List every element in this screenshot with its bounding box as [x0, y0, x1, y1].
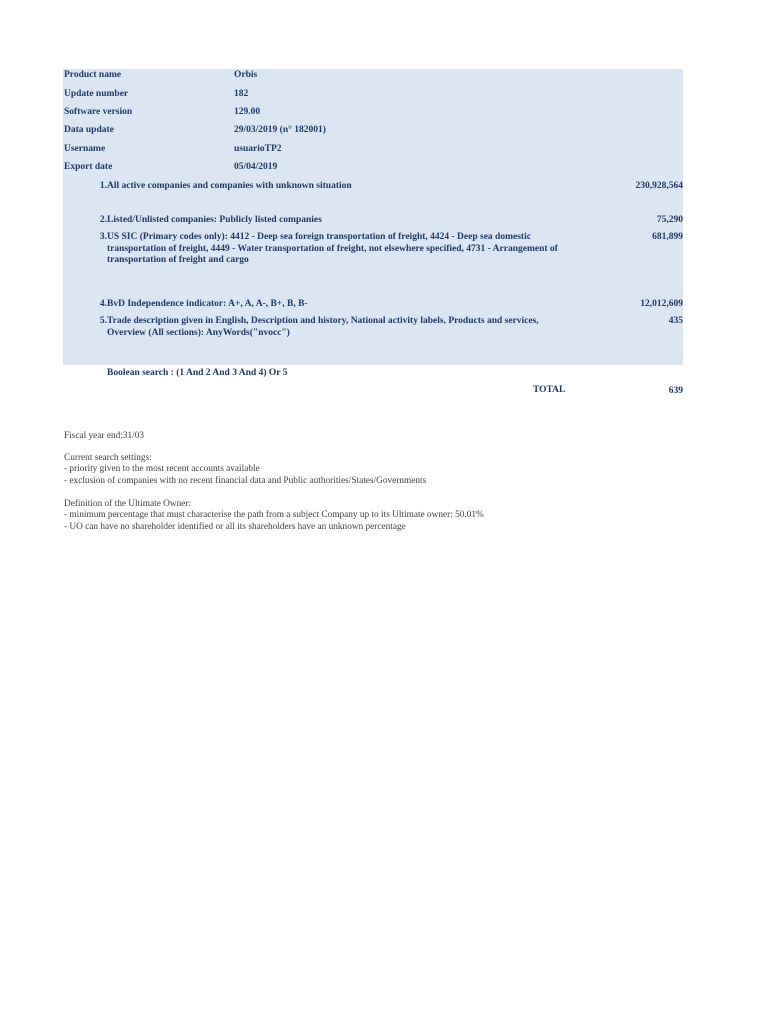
meta-key: Username — [64, 144, 106, 154]
criterion-count: 681,899 — [652, 232, 683, 242]
criterion-number: 5. — [99, 316, 107, 326]
criterion-4 — [96, 299, 683, 313]
criterion-text: Trade description given in English, Description and history, National activity labels, Products and services, Overview (All sections): AnyWords("nvocc") — [107, 316, 539, 338]
meta-key: Data update — [64, 125, 114, 135]
meta-value: 29/03/2019 (n° 182001) — [234, 125, 326, 135]
uo-definition-item: - UO can have no shareholder identified or all its shareholders have an unknown percentage — [64, 522, 406, 532]
criterion-count: 75,290 — [656, 215, 683, 225]
meta-value: usuarioTP2 — [234, 144, 282, 154]
criterion-1 — [96, 181, 683, 195]
criterion-text: Listed/Unlisted companies: Publicly listed companies — [107, 215, 322, 225]
total-label: TOTAL — [533, 385, 566, 395]
meta-key: Software version — [64, 107, 133, 117]
meta-key: Product name — [64, 70, 122, 80]
meta-key: Update number — [64, 89, 129, 99]
meta-value: 05/04/2019 — [234, 162, 278, 172]
settings-item: - exclusion of companies with no recent financial data and Public authorities/States/Governments — [64, 476, 427, 486]
uo-definition-item: - minimum percentage that must characterise the path from a subject Company up to its Ultimate owner: 50.01% — [64, 510, 484, 520]
criterion-count: 230,928,564 — [635, 181, 683, 191]
settings-item: - priority given to the most recent accounts available — [64, 464, 260, 474]
meta-value: 129.00 — [234, 107, 261, 117]
fiscal-year-note: Fiscal year end:31/03 — [64, 431, 145, 441]
settings-title: Current search settings: — [64, 453, 152, 463]
meta-value: 182 — [234, 89, 249, 99]
criterion-number: 3. — [99, 232, 107, 242]
meta-value: Orbis — [234, 70, 258, 80]
total-value: 639 — [668, 386, 683, 396]
criterion-text: All active companies and companies with unknown situation — [107, 181, 352, 191]
criterion-5 — [96, 316, 683, 342]
criterion-number: 1. — [99, 181, 107, 191]
criterion-count: 435 — [668, 316, 683, 326]
criterion-2 — [96, 215, 683, 229]
criterion-number: 4. — [99, 299, 107, 309]
criterion-number: 2. — [99, 215, 107, 225]
criterion-count: 12,012,609 — [640, 299, 683, 309]
criterion-text: BvD Independence indicator: A+, A, A-, B+, B, B- — [107, 299, 308, 309]
meta-key: Export date — [64, 162, 113, 172]
criterion-text: US SIC (Primary codes only): 4412 - Deep sea foreign transportation of freight, 4424 - Deep sea domestic transportation of freight, 4449 - Water transportation of freight, not elsewhere specified, 4731 - Arrangement of transportation of freight and cargo — [107, 232, 558, 265]
uo-definition-title: Definition of the Ultimate Owner: — [64, 499, 192, 509]
boolean-search: Boolean search : (1 And 2 And 3 And 4) Or 5 — [107, 368, 288, 378]
criterion-3 — [96, 232, 683, 272]
